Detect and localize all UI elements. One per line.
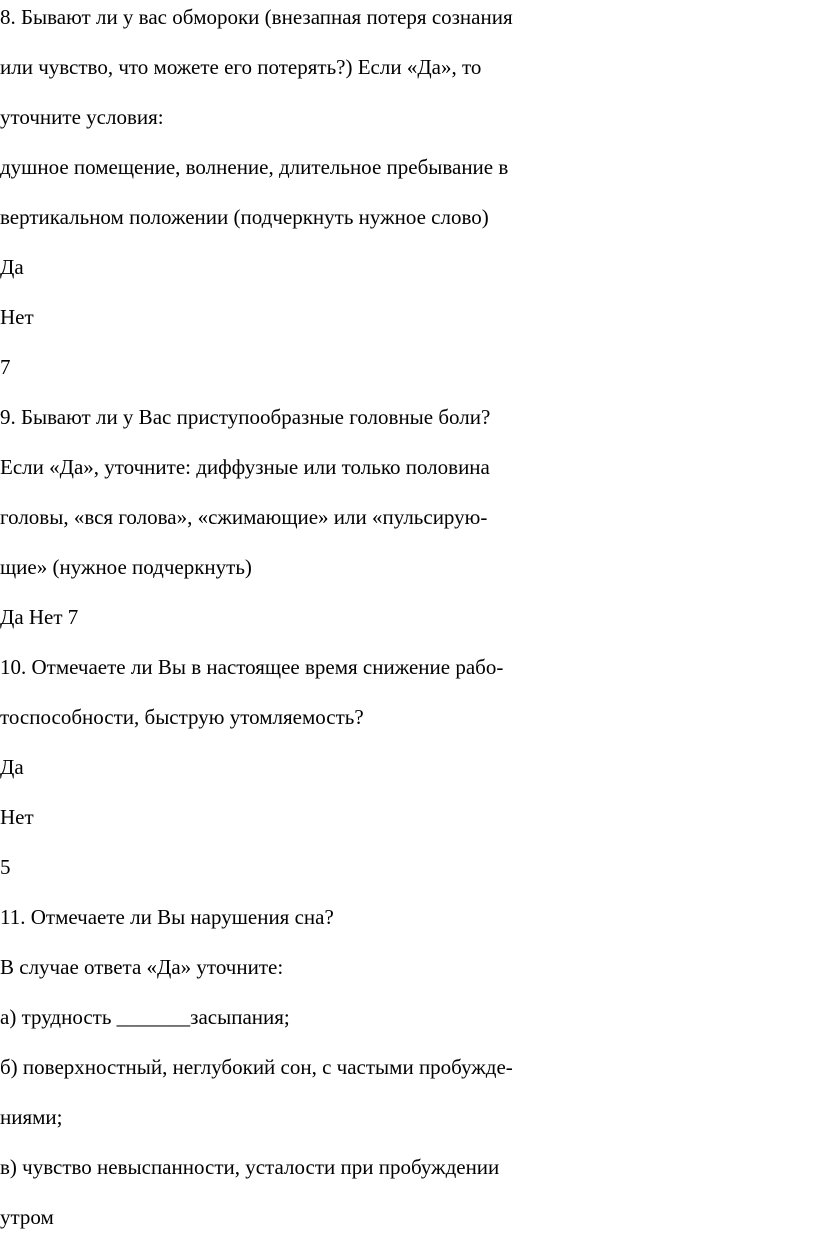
- q9-line-4: щие» (нужное подчеркнуть): [0, 555, 252, 579]
- q8-line-2: или чувство, что можете его потерять?) Если «Да», то: [0, 55, 482, 79]
- q11-line-1: 11. Отмечаете ли Вы нарушения сна?: [0, 905, 334, 929]
- q8-answer-no: Нет: [0, 305, 34, 329]
- q8-score: 7: [0, 355, 11, 379]
- q10-line-1: 10. Отмечаете ли Вы в настоящее время снижение рабо-: [0, 655, 504, 679]
- q8-line-1: 8. Бывают ли у вас обмороки (внезапная потеря сознания: [0, 5, 513, 29]
- q10-answer-no: Нет: [0, 805, 34, 829]
- q11-option-b-1: б) поверхностный, неглубокий сон, с частыми пробужде-: [0, 1055, 513, 1079]
- q10-line-2: тоспособности, быструю утомляемость?: [0, 705, 364, 729]
- q9-line-1: 9. Бывают ли у Вас приступообразные головные боли?: [0, 405, 491, 429]
- q11-option-c-1: в) чувство невыспанности, усталости при пробуждении: [0, 1155, 500, 1179]
- q8-conditions-2: вертикальном положении (подчеркнуть нужное слово): [0, 205, 489, 229]
- q8-conditions-1: душное помещение, волнение, длительное пребывание в: [0, 155, 509, 179]
- q9-answers-score: Да Нет 7: [0, 605, 79, 629]
- q11-option-a: а) трудность _______засыпания;: [0, 1005, 290, 1029]
- q10-answer-yes: Да: [0, 755, 24, 779]
- q11-option-c-2: утром: [0, 1205, 54, 1229]
- q9-line-3: головы, «вся голова», «сжимающие» или «пульсирую-: [0, 505, 488, 529]
- q11-line-2: В случае ответа «Да» уточните:: [0, 955, 284, 979]
- q11-option-b-2: ниями;: [0, 1105, 63, 1129]
- q8-line-3: уточните условия:: [0, 105, 164, 129]
- q8-answer-yes: Да: [0, 255, 24, 279]
- q9-line-2: Если «Да», уточните: диффузные или только половина: [0, 455, 490, 479]
- q10-score: 5: [0, 855, 11, 879]
